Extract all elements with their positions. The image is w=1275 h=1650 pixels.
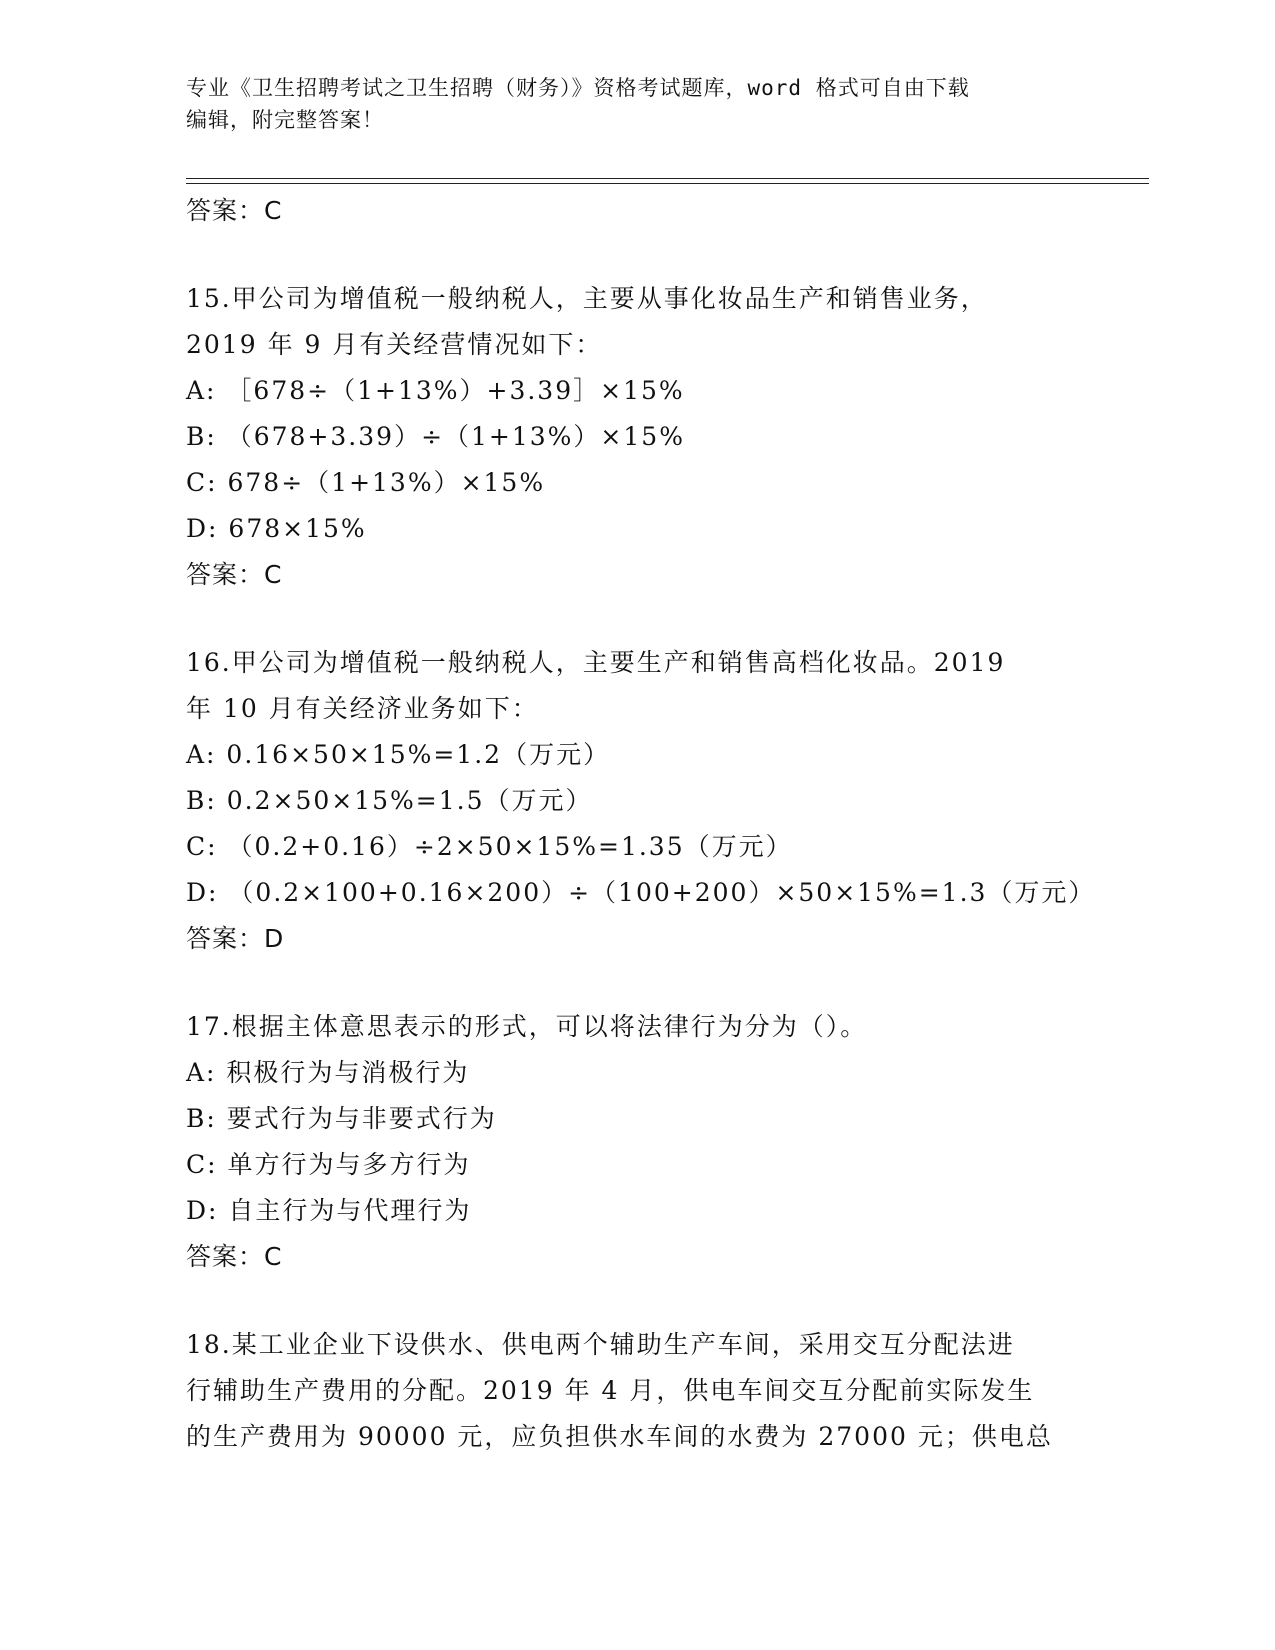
header-line-1: 专业《卫生招聘考试之卫生招聘（财务）》资格考试题库，word 格式可自由下载 (186, 76, 970, 100)
question-stem: 的生产费用为 90000 元，应负担供水车间的水费为 27000 元；供电总 (186, 1422, 1053, 1451)
option-c: C: （0.2+0.16）÷2×50×15%=1.35（万元） (186, 832, 793, 861)
option-d: D: 自主行为与代理行为 (186, 1196, 472, 1225)
previous-answer: 答案：C (186, 196, 283, 225)
option-b: B: （678+3.39）÷（1+13%）×15% (186, 422, 685, 451)
document-body (186, 188, 1096, 1460)
question-stem: 17.根据主体意思表示的形式，可以将法律行为分为（）。 (186, 1012, 868, 1041)
answer: 答案：C (186, 560, 283, 589)
question-stem: 15.甲公司为增值税一般纳税人，主要从事化妆品生产和销售业务， (186, 284, 988, 313)
option-a: A: 积极行为与消极行为 (186, 1058, 470, 1087)
header-line-2: 编辑，附完整答案！ (186, 108, 384, 132)
question-stem: 行辅助生产费用的分配。2019 年 4 月，供电车间交互分配前实际发生 (186, 1376, 1035, 1405)
question-15 (186, 276, 1086, 598)
option-c: C: 单方行为与多方行为 (186, 1150, 471, 1179)
document-header (186, 72, 1066, 136)
answer: 答案：D (186, 924, 285, 953)
option-d: D: 678×15% (186, 514, 367, 543)
option-a: A: ［678÷（1+13%）+3.39］×15% (186, 376, 685, 405)
question-18 (186, 1322, 1086, 1460)
question-16 (186, 640, 1096, 962)
question-stem: 年 10 月有关经济业务如下： (186, 694, 539, 723)
option-a: A: 0.16×50×15%=1.2（万元） (186, 740, 611, 769)
header-rule-bottom (186, 183, 1149, 184)
question-stem: 2019 年 9 月有关经营情况如下： (186, 330, 603, 359)
option-b: B: 要式行为与非要式行为 (186, 1104, 497, 1133)
option-c: C: 678÷（1+13%）×15% (186, 468, 546, 497)
option-b: B: 0.2×50×15%=1.5（万元） (186, 786, 593, 815)
header-rule-top (186, 178, 1149, 179)
question-stem: 18.某工业企业下设供水、供电两个辅助生产车间，采用交互分配法进 (186, 1330, 1015, 1359)
option-d: D: （0.2×100+0.16×200）÷（100+200）×50×15%=1.3（万元） (186, 878, 1096, 907)
question-stem: 16.甲公司为增值税一般纳税人，主要生产和销售高档化妆品。2019 (186, 648, 1006, 677)
question-17 (186, 1004, 1086, 1280)
answer: 答案：C (186, 1242, 283, 1271)
